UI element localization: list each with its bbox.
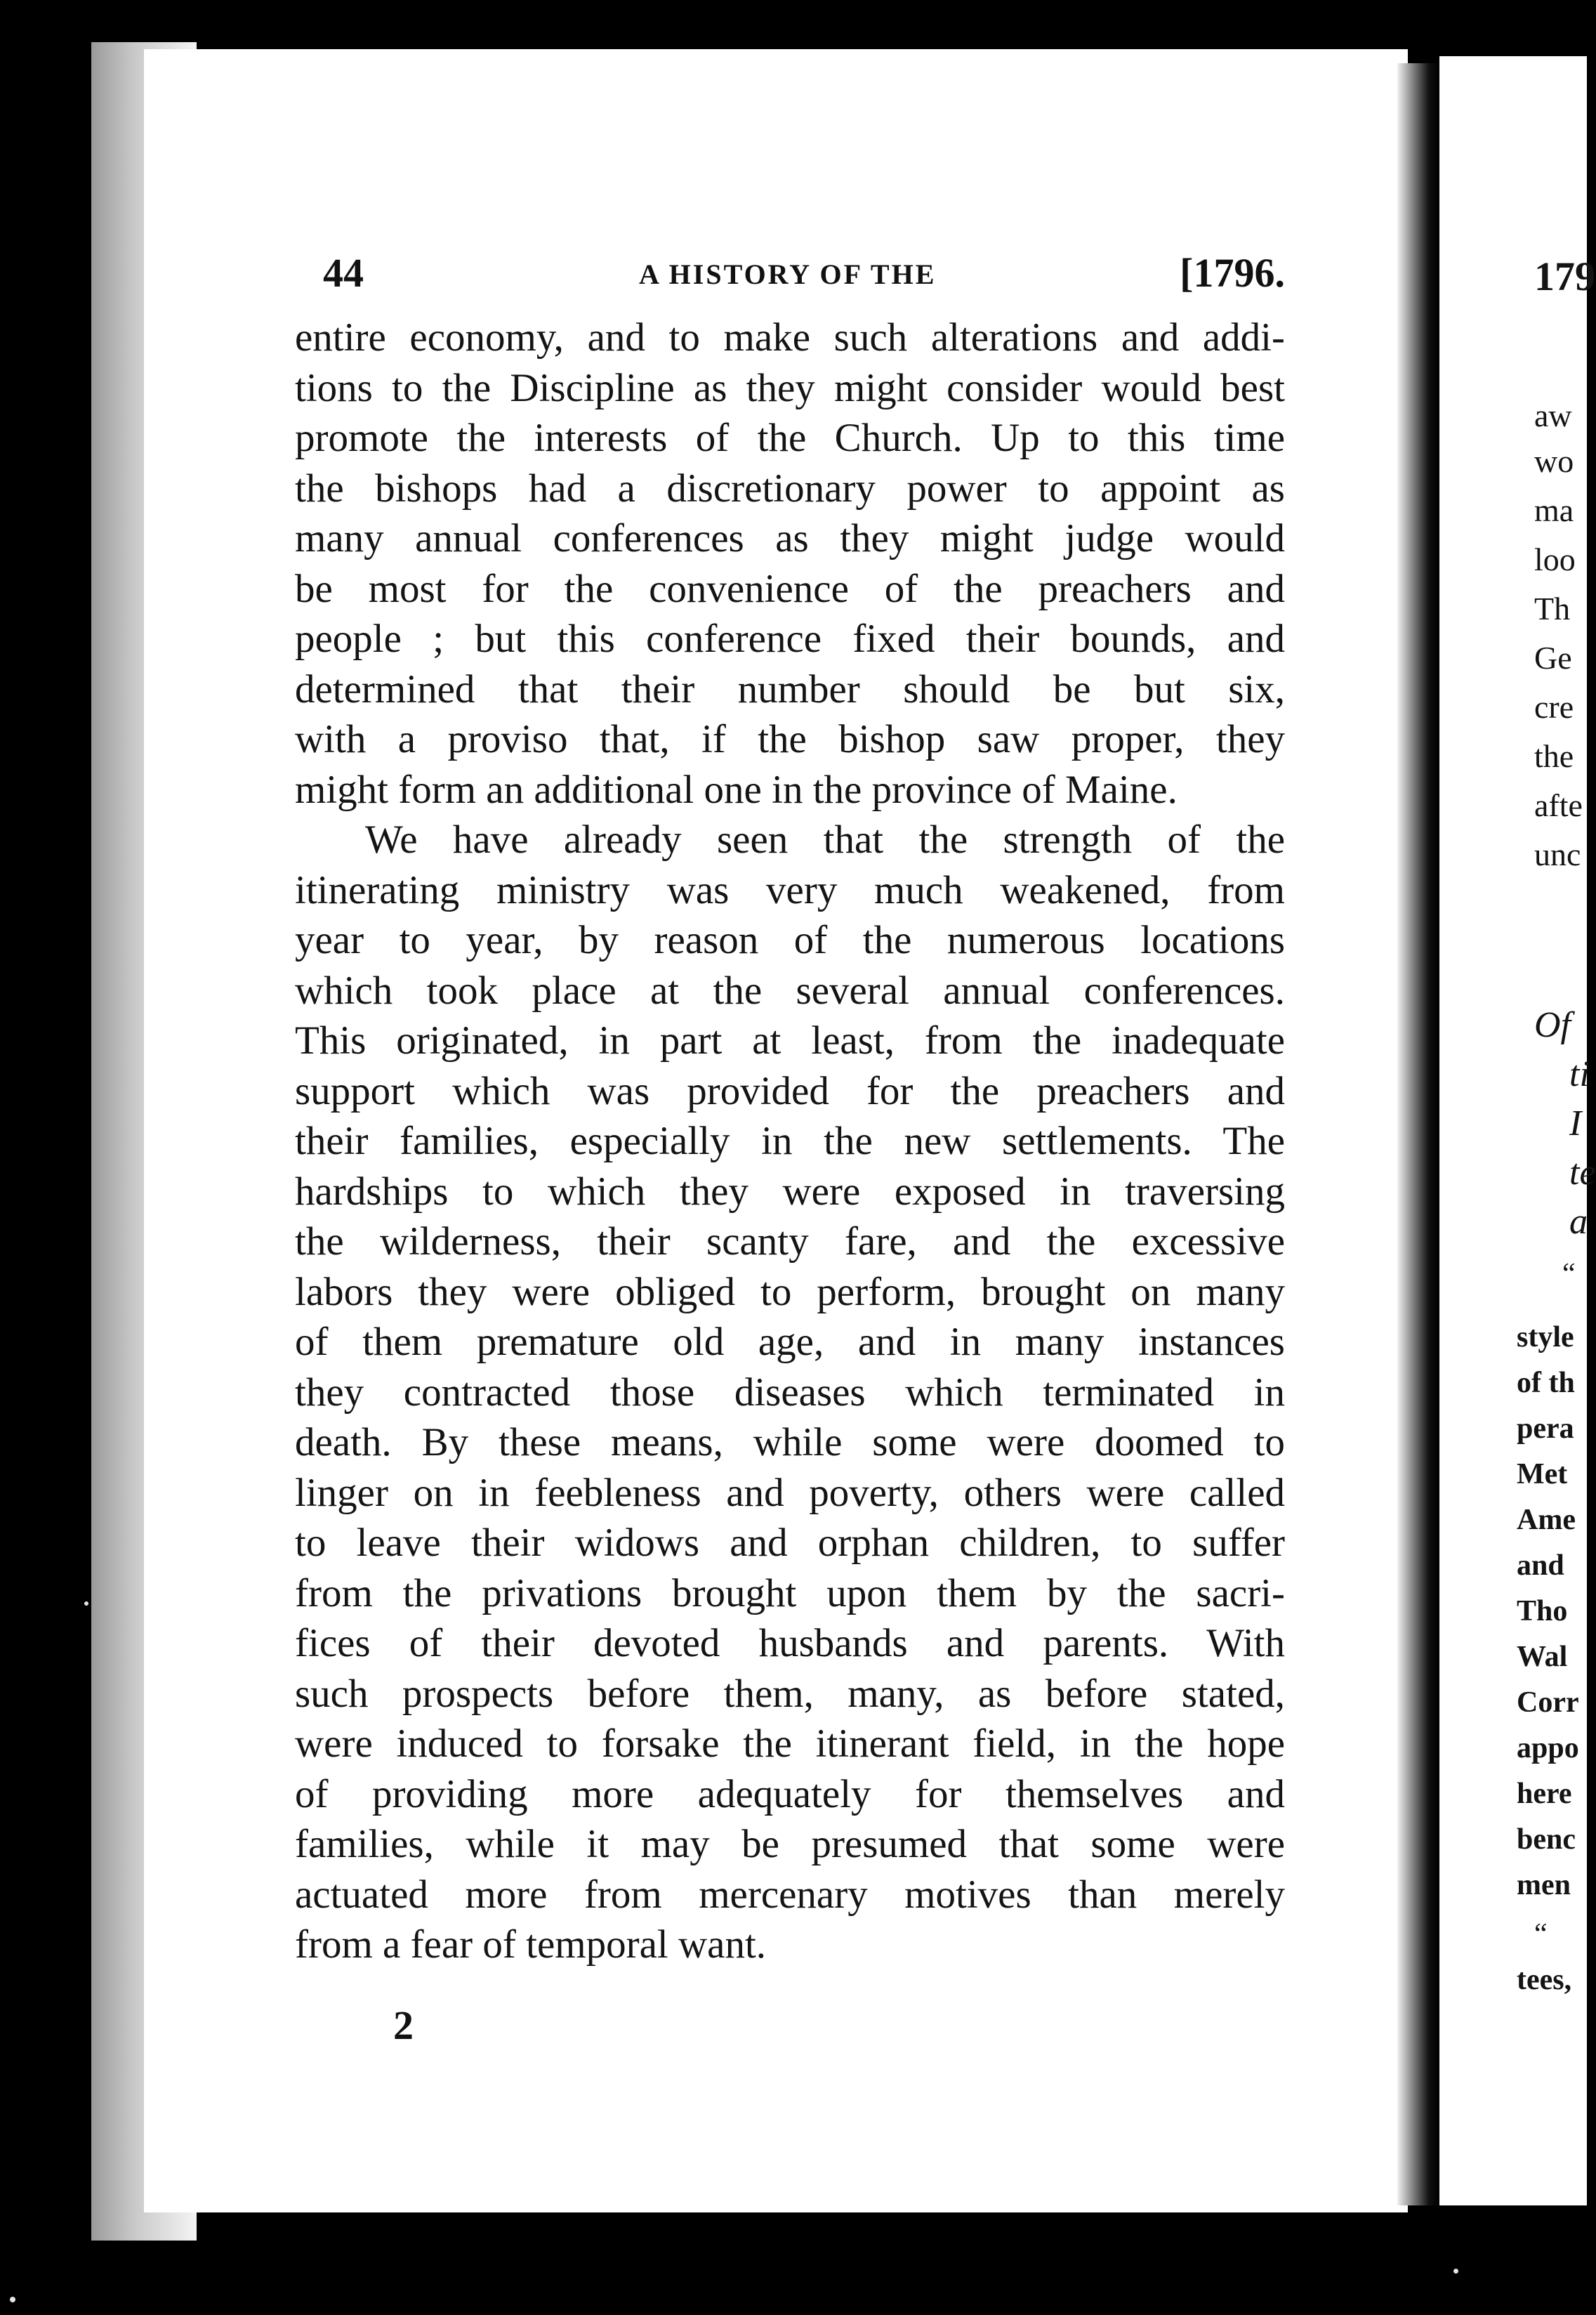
body-text (295, 313, 1285, 1970)
text-line: tions to the Discipline as they might consider would best (295, 365, 1285, 410)
text-line: fices of their devoted husbands and parents. With (295, 1621, 1285, 1665)
right-line-fragment: ma (1534, 492, 1574, 528)
running-header (323, 249, 1285, 299)
text-line: of them premature old age, and in many instances (295, 1320, 1285, 1364)
right-heading-fragment: Of (1534, 1005, 1571, 1045)
right-line-fragment: aw (1534, 398, 1572, 433)
right-heading-fragment: te (1569, 1153, 1596, 1193)
text-line: be most for the convenience of the preachers and (295, 566, 1285, 611)
text-line: of providing more adequately for themselves and (295, 1771, 1285, 1816)
right-heading-fragment: I (1569, 1103, 1582, 1143)
text-line: determined that their number should be but six, (295, 667, 1285, 711)
right-line-fragment: Tho (1517, 1595, 1568, 1627)
right-line-fragment: and (1517, 1549, 1564, 1582)
right-line-fragment: unc (1534, 837, 1581, 872)
text-line: year to year, by reason of the numerous locations (295, 918, 1285, 962)
book-gutter (1397, 63, 1439, 2205)
text-line: the bishops had a discretionary power to appoint as (295, 466, 1285, 511)
text-line: from the privations brought upon them by the sacri- (295, 1570, 1285, 1615)
right-line-fragment: pera (1517, 1412, 1574, 1445)
right-line-fragment: Met (1517, 1458, 1568, 1490)
text-line: their families, especially in the new settlements. The (295, 1119, 1285, 1163)
text-line: from a fear of temporal want. (295, 1922, 767, 1967)
right-line-fragment: style (1517, 1321, 1574, 1353)
text-line: families, while it may be presumed that some were (295, 1822, 1285, 1866)
header-year: [1796. (1180, 250, 1285, 296)
text-line: such prospects before them, many, as before stated, (295, 1671, 1285, 1716)
right-line-fragment: Ge (1534, 640, 1572, 676)
right-quote-mark: “ (1534, 1918, 1548, 1950)
right-line-fragment: appo (1517, 1732, 1579, 1764)
text-line: entire economy, and to make such alterations and addi- (295, 315, 1285, 360)
text-line: linger on in feebleness and poverty, others were called (295, 1470, 1285, 1515)
right-line-fragment: tees, (1517, 1964, 1572, 1996)
text-line: itinerating ministry was very much weakened, from (295, 867, 1285, 912)
signature-mark: 2 (393, 2002, 414, 2048)
text-line: support which was provided for the preachers and (295, 1068, 1285, 1113)
text-line: hardships to which they were exposed in traversing (295, 1169, 1285, 1214)
right-line-fragment: benc (1517, 1823, 1576, 1856)
right-line-fragment: loo (1534, 542, 1576, 577)
text-line: promote the interests of the Church. Up to this time (295, 416, 1285, 460)
text-line: might form an additional one in the province of Maine. (295, 767, 1178, 812)
paper-speck (10, 2297, 15, 2302)
right-quote-mark: “ (1562, 1258, 1576, 1290)
right-line-fragment: Wal (1517, 1641, 1568, 1673)
text-line: the wilderness, their scanty fare, and the excessive (295, 1219, 1285, 1264)
right-line-fragment: men (1517, 1869, 1571, 1901)
text-line: many annual conferences as they might judge would (295, 516, 1285, 560)
right-line-fragment: wo (1534, 443, 1574, 479)
right-line-fragment: Corr (1517, 1686, 1579, 1719)
page-number: 44 (323, 250, 364, 296)
right-line-fragment: cre (1534, 689, 1574, 725)
right-line-fragment: afte (1534, 787, 1583, 823)
right-line-fragment: Th (1534, 591, 1571, 627)
text-line: actuated more from mercenary motives than merely (295, 1872, 1285, 1917)
text-line: labors they were obliged to perform, brought on many (295, 1269, 1285, 1314)
text-line: to leave their widows and orphan children, to suffer (295, 1521, 1285, 1565)
text-line: were induced to forsake the itinerant field, in the hope (295, 1722, 1285, 1766)
text-line: This originated, in part at least, from the inadequate (295, 1018, 1285, 1063)
right-page-header: 179 (1534, 254, 1595, 299)
text-line: death. By these means, while some were doomed to (295, 1420, 1285, 1464)
right-heading-fragment: ti (1569, 1054, 1590, 1094)
text-line: with a proviso that, if the bishop saw proper, they (295, 717, 1285, 761)
right-line-fragment: Ame (1517, 1504, 1576, 1536)
paper-speck (1453, 2269, 1458, 2274)
right-heading-fragment: a (1569, 1202, 1588, 1242)
text-line: people ; but this conference fixed their bounds, and (295, 617, 1285, 661)
right-line-fragment: here (1517, 1778, 1572, 1810)
text-line: We have already seen that the strength of the (365, 818, 1285, 862)
running-title: A HISTORY OF THE (639, 258, 937, 290)
text-line: they contracted those diseases which terminated in (295, 1370, 1285, 1415)
right-line-fragment: of th (1517, 1367, 1575, 1399)
paper-speck (84, 1601, 88, 1606)
right-line-fragment: the (1534, 738, 1574, 774)
text-line: which took place at the several annual conferences. (295, 968, 1285, 1013)
